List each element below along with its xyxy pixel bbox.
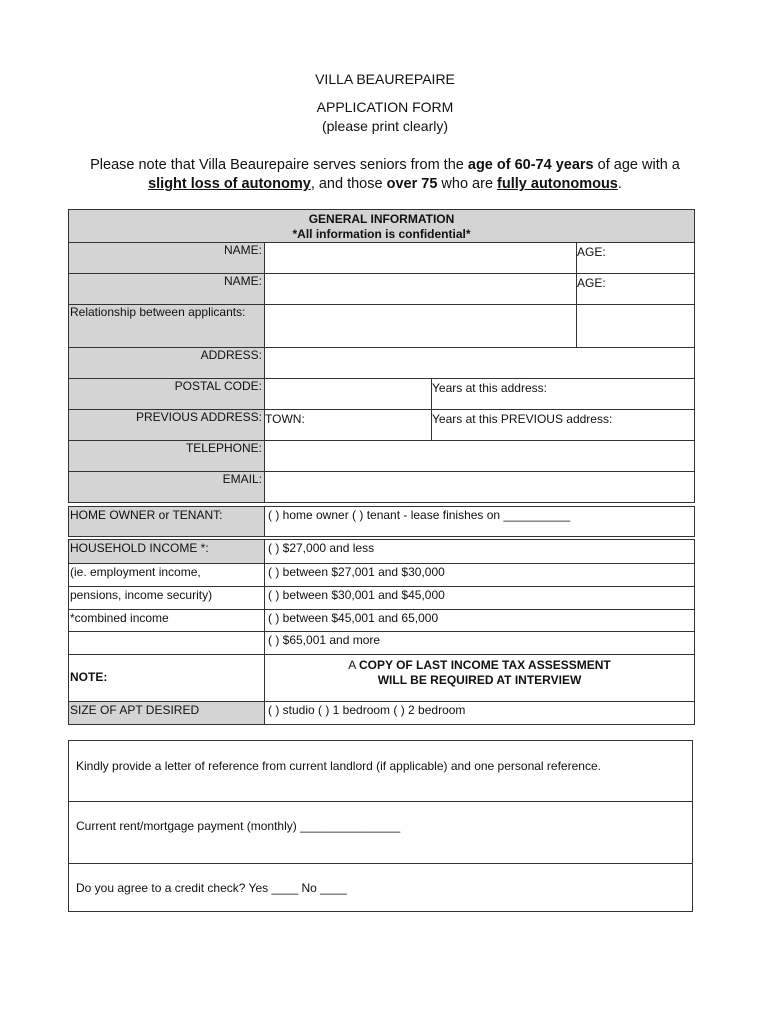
household-income-label: HOUSEHOLD INCOME *: [68,539,265,564]
note-text-line2: WILL BE REQUIRED AT INTERVIEW [377,673,582,687]
note-text: A [348,658,359,672]
age-field-1[interactable] [576,242,695,274]
years-at-address-label: Years at this address: [432,381,547,395]
income-option-3[interactable] [264,586,695,610]
previous-years-label: Years at this PREVIOUS address: [432,412,613,426]
apt-size-options-text: ( ) studio ( ) 1 bedroom ( ) 2 bedroom [268,703,466,717]
intro-text: Please note that Villa Beaurepaire serves seniors from the [90,157,468,173]
reference-request: Kindly provide a letter of reference from current landlord (if applicable) and one personal reference. [76,759,601,773]
note-label: NOTE: [68,654,265,702]
income-option-2[interactable] [264,563,695,587]
name-field-2[interactable] [264,273,577,305]
income-note-employment: (ie. employment income, [68,563,265,587]
references-box [68,740,693,912]
tax-assessment-note [264,654,695,702]
email-label: EMAIL: [68,471,265,503]
name-label: NAME: [68,242,265,274]
credit-check-field[interactable]: Do you agree to a credit check? Yes ____ No ____ [76,881,347,895]
apt-size-options[interactable] [264,701,695,725]
intro-text: of age with a [593,157,680,173]
intro-text: . [617,176,622,192]
address-field[interactable] [264,347,695,379]
general-information-table [68,209,695,725]
home-owner-options-text: ( ) home owner ( ) tenant - lease finishes on __________ [268,508,571,522]
name-field-1[interactable] [264,242,577,274]
postal-code-label: POSTAL CODE: [68,378,265,410]
print-instruction: (please print clearly) [321,118,449,134]
previous-address-label: PREVIOUS ADDRESS: [68,409,265,441]
relationship-label: Relationship between applicants: [68,304,265,348]
intro-over-75: over 75 [386,176,438,192]
org-name: VILLA BEAUREPAIRE [315,71,455,87]
intro-text: , and those [310,176,387,192]
income-option-4[interactable] [264,609,695,632]
income-option-text: ( ) $65,001 and more [268,633,381,647]
income-option-1[interactable] [264,539,695,564]
intro-age-range: age of 60-74 years [467,157,594,173]
income-option-text: ( ) $27,000 and less [268,541,375,555]
form-title: APPLICATION FORM [316,99,454,115]
address-label: ADDRESS: [68,347,265,379]
email-field[interactable] [264,471,695,503]
apt-size-label: SIZE OF APT DESIRED [68,701,265,725]
relationship-field-extra[interactable] [576,304,695,348]
previous-town-field[interactable] [264,409,432,441]
age-field-2[interactable] [576,273,695,305]
income-note-pensions: pensions, income security) [68,586,265,610]
divider [69,863,692,864]
relationship-field[interactable] [264,304,577,348]
income-option-text: ( ) between $45,001 and 65,000 [268,611,439,625]
telephone-field[interactable] [264,440,695,472]
income-option-text: ( ) between $27,001 and $30,000 [268,565,445,579]
income-note-empty [68,631,265,655]
income-note-combined: *combined income [68,609,265,632]
town-label: TOWN: [265,412,305,426]
divider [69,801,692,802]
intro-slight-loss: slight loss of autonomy [148,176,311,192]
years-at-address-field[interactable] [431,378,695,410]
section-heading: GENERAL INFORMATION [308,212,455,226]
telephone-label: TELEPHONE: [68,440,265,472]
age-label: AGE: [577,276,606,290]
income-option-text: ( ) between $30,001 and $45,000 [268,588,445,602]
note-text-bold: COPY OF LAST INCOME TAX ASSESSMENT [358,658,611,672]
postal-code-field[interactable] [264,378,432,410]
intro-text: who are [437,176,498,192]
intro-fully-autonomous: fully autonomous [497,176,618,192]
section-header [68,209,695,243]
previous-years-field[interactable] [431,409,695,441]
eligibility-note [60,156,710,194]
rent-payment-field[interactable]: Current rent/mortgage payment (monthly) _______________ [76,819,401,833]
income-option-5[interactable] [264,631,695,655]
name-label: NAME: [68,273,265,305]
home-owner-label: HOME OWNER or TENANT: [68,506,265,537]
home-owner-options[interactable] [264,506,695,537]
confidential-note: *All information is confidential* [292,227,471,241]
age-label: AGE: [577,245,606,259]
